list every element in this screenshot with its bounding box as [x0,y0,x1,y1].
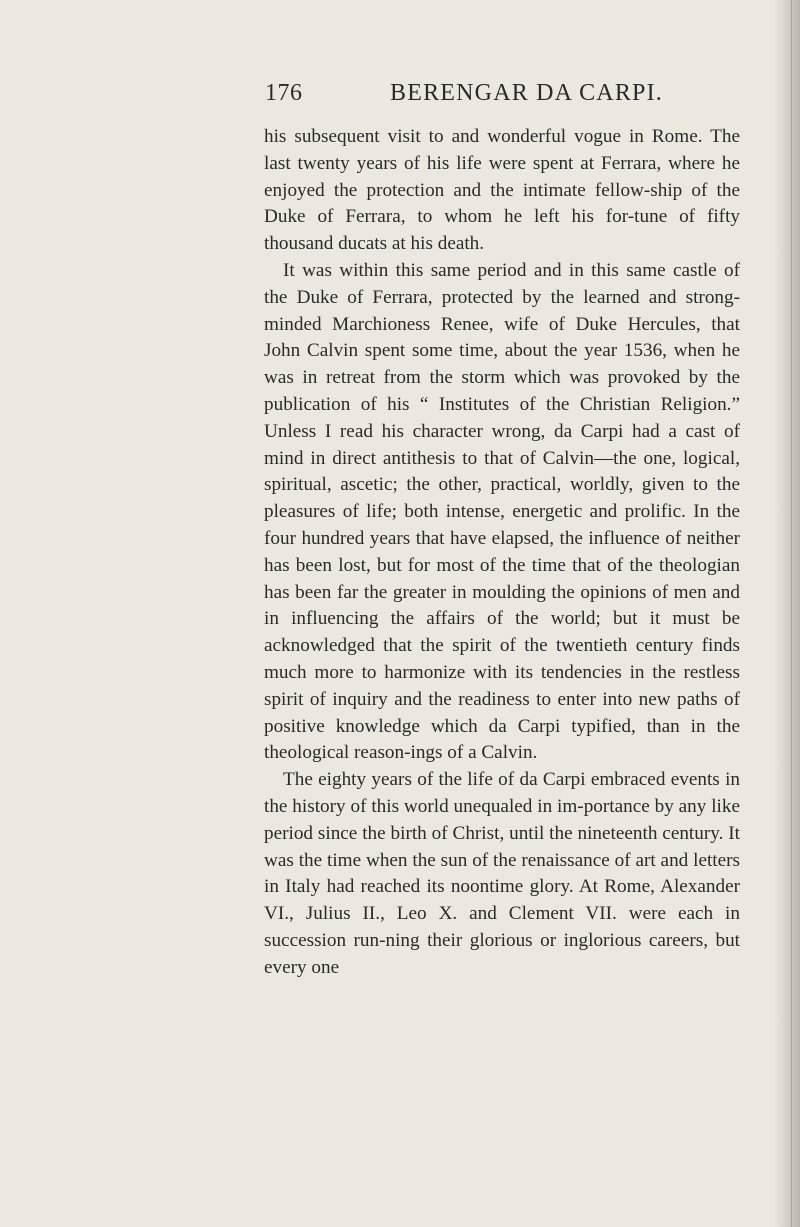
page-edge-line [791,0,792,1227]
page-header [0,80,800,116]
body-text [264,124,740,982]
paragraph-continued: his subsequent visit to and wonderful vogue in Rome. The last twenty years of his life were spent at Ferrara, where he enjoyed the protection and the intimate fellow-ship of the Duke of Ferrara, to whom he left his for-tune of fifty thousand ducats at his death. [264,126,740,255]
page-edge-shadow [774,0,800,1227]
paragraph-eighty-years: The eighty years of the life of da Carpi embraced events in the history of this world unequaled in im-portance by any like period since the birth of Christ, until the nineteenth century. It was the time when the sun of the renaissance of art and letters in Italy had reached its noontime glory. At Rome, Alexander VI., Julius II., Leo X. and Clement VII. were each in succession run-ning their glorious or inglorious careers, but every one [264,769,740,978]
running-head: BERENGAR DA CARPI. [390,80,663,106]
page-number: 176 [265,80,303,106]
paragraph-calvin: It was within this same period and in this same castle of the Duke of Ferrara, protected by the learned and strong-minded Marchioness Renee, wife of Duke Hercules, that John Calvin spent some time, about the year 1536, when he was in retreat from the storm which was provoked by the publication of his “ Institutes of the Christian Religion.” Unless I read his character wrong, da Carpi had a cast of mind in direct antithesis to that of Calvin—the one, logical, spiritual, ascetic; the other, practical, worldly, given to the pleasures of life; both intense, energetic and prolific. In the four hundred years that have elapsed, the influence of neither has been lost, but for most of the time that of the theologian has been far the greater in moulding the opinions of men and in influencing the affairs of the world; but it must be acknowledged that the spirit of the twentieth century finds much more to harmonize with its tendencies in the restless spirit of inquiry and the readiness to enter into new paths of positive knowledge which da Carpi typified, than in the theological reason-ings of a Calvin. [264,259,740,764]
